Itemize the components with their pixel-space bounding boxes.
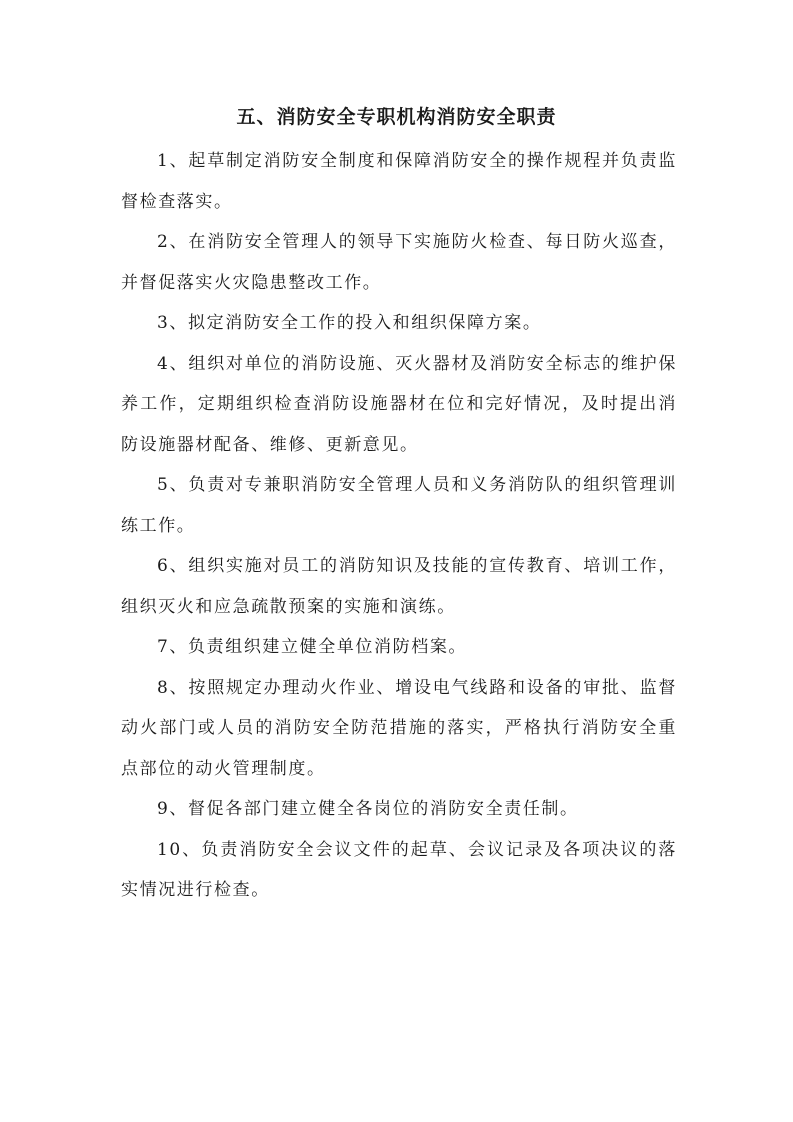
page-title: 五、消防安全专职机构消防安全职责 [236,106,557,128]
duty-list [121,141,677,911]
duty-item-7: 7、负责组织建立健全单位消防档案。 [157,637,468,657]
duty-item-9: 9、督促各部门建立健全各岗位的消防安全责任制。 [157,799,579,819]
duty-item-3: 3、拟定消防安全工作的投入和组织保障方案。 [157,313,542,333]
duty-item-4: 4、组织对单位的消防设施、灭火器材及消防安全标志的维护保养工作，定期组织检查消防设施器材在位和完好情况，及时提出消防设施器材配备、维修、更新意见。 [121,353,677,455]
duty-item-8: 8、按照规定办理动火作业、增设电气线路和设备的审批、监督动火部门或人员的消防安全防范措施的落实，严格执行消防安全重点部位的动火管理制度。 [121,677,677,779]
duty-item-5: 5、负责对专兼职消防安全管理人员和义务消防队的组织管理训练工作。 [121,475,677,536]
duty-item-6: 6、组织实施对员工的消防知识及技能的宣传教育、培训工作，组织灭火和应急疏散预案的实施和演练。 [121,556,677,617]
duty-item-1: 1、起草制定消防安全制度和保障消防安全的操作规程并负责监督检查落实。 [121,151,677,212]
duty-item-10: 10、负责消防安全会议文件的起草、会议记录及各项决议的落实情况进行检查。 [121,839,677,900]
duty-item-2: 2、在消防安全管理人的领导下实施防火检查、每日防火巡查，并督促落实火灾隐患整改工作。 [121,232,677,293]
